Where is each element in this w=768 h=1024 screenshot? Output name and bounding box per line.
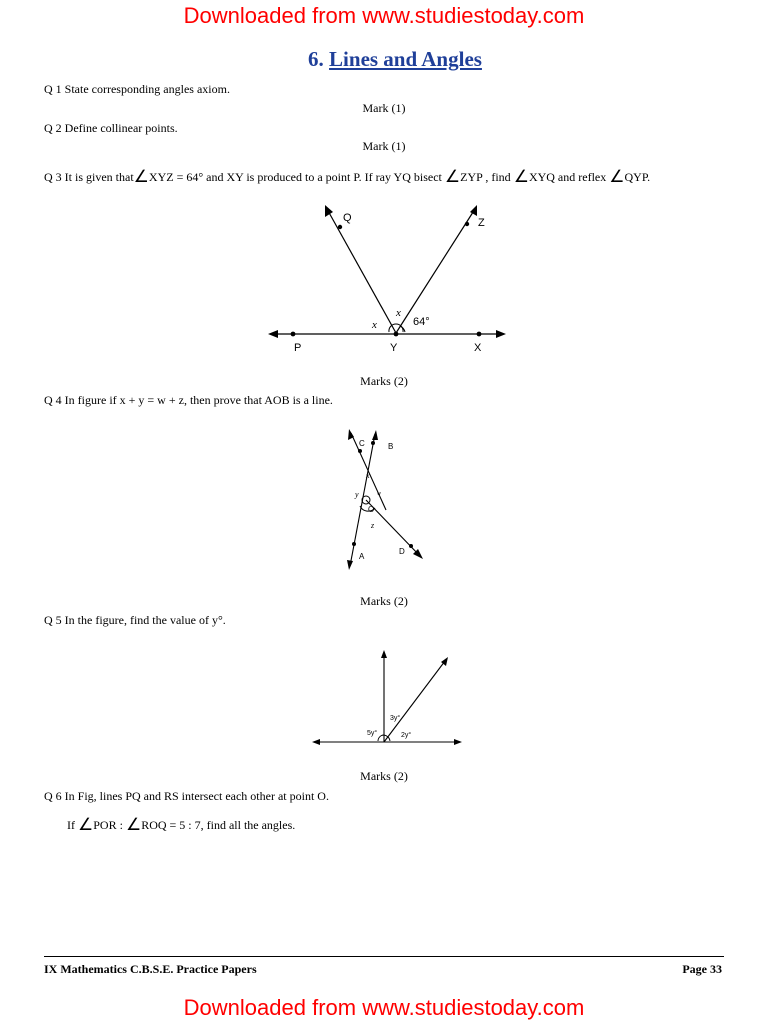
label-q: Q	[343, 212, 352, 224]
label-x: X	[474, 342, 482, 354]
label-z-angle: z	[371, 521, 375, 530]
label-x-angle-left: x	[372, 319, 377, 331]
angle-symbol: ∠	[513, 167, 529, 186]
angle-arc	[384, 735, 388, 737]
arrow-head	[312, 739, 320, 745]
label-c: C	[359, 439, 365, 448]
question-1-marks: Mark (1)	[362, 101, 406, 115]
question-2: Q 2 Define collinear points.	[44, 121, 178, 135]
question-5-marks: Marks (2)	[360, 769, 408, 783]
footer-page-number: Page 33	[682, 962, 722, 976]
arrow-head	[381, 650, 387, 658]
angle-arc	[388, 737, 390, 741]
label-b: B	[388, 442, 394, 451]
slanted-ray	[384, 661, 445, 742]
label-x-angle: x	[366, 471, 370, 480]
question-4: Q 4 In figure if x + y = w + z, then prove that AOB is a line.	[44, 393, 333, 407]
label-3y: 3y°	[390, 715, 401, 722]
label-5y: 5y°	[367, 730, 378, 737]
download-banner-bottom: Downloaded from www.studiestoday.com	[183, 995, 585, 1020]
label-64-degrees: 64°	[413, 316, 430, 328]
question-6-line-2: If ∠POR : ∠ROQ = 5 : 7, find all the angles.	[67, 815, 296, 834]
angle-symbol: ∠	[444, 167, 461, 186]
angle-arc	[378, 735, 384, 741]
label-d: D	[399, 547, 405, 556]
question-5: Q 5 In the figure, find the value of y°.	[44, 613, 226, 627]
label-y-angle: y	[355, 490, 359, 499]
angle-symbol: ∠	[125, 815, 142, 834]
footer-divider	[44, 956, 724, 957]
label-a: A	[359, 552, 365, 561]
question-2-marks: Mark (1)	[362, 139, 406, 153]
footer-book-title: IX Mathematics C.B.S.E. Practice Papers	[44, 962, 257, 976]
question-1: Q 1 State corresponding angles axiom.	[44, 82, 230, 96]
arrow-head	[454, 739, 462, 745]
label-y: Y	[390, 342, 398, 354]
label-x-angle-top: x	[396, 307, 401, 319]
label-p: P	[294, 342, 302, 354]
label-2y: 2y°	[401, 732, 412, 739]
chapter-name: Lines and Angles	[329, 47, 482, 71]
question-3-marks: Marks (2)	[360, 374, 408, 388]
question-4-marks: Marks (2)	[360, 594, 408, 608]
label-o: O	[368, 505, 375, 514]
download-banner-top: Downloaded from www.studiestoday.com	[183, 3, 585, 28]
angle-symbol: ∠	[609, 167, 625, 186]
question-6: Q 6 In Fig, lines PQ and RS intersect each other at point O.	[44, 789, 329, 803]
chapter-number: 6.	[308, 47, 324, 71]
angle-symbol: ∠	[78, 815, 94, 834]
label-z: Z	[478, 217, 485, 229]
angle-symbol: ∠	[133, 167, 149, 186]
question-3: Q 3 It is given that∠XYZ = 64° and XY is produced to a point P. If ray YQ bisect ∠ZYP , find ∠XYQ and reflex ∠QYP.	[44, 167, 651, 186]
label-w-angle: w	[377, 491, 382, 497]
